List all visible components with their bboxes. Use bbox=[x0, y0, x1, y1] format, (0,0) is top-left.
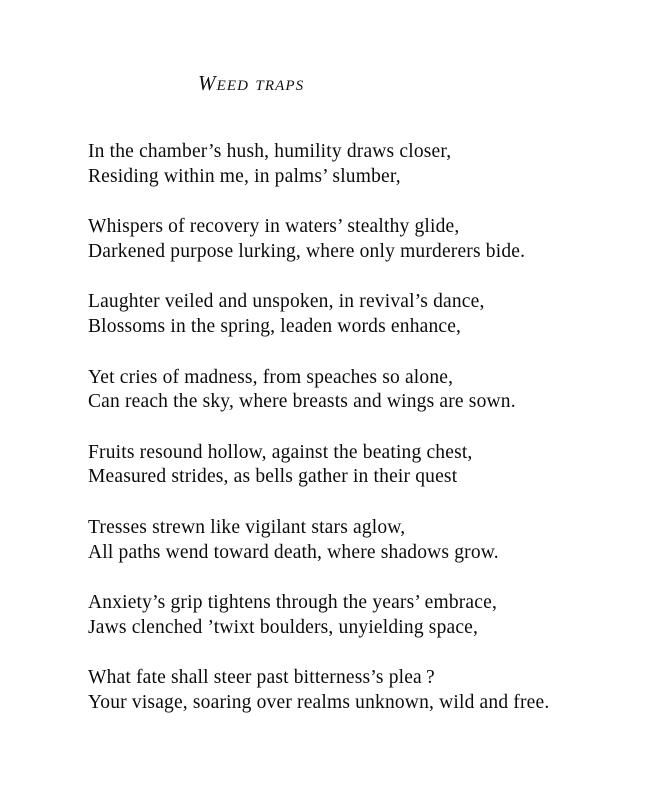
poem-line: Laughter veiled and unspoken, in revival’s dance, bbox=[88, 291, 485, 313]
poem-line: Can reach the sky, where breasts and wings are sown. bbox=[88, 391, 516, 413]
stanza bbox=[88, 591, 628, 640]
poem-line: Darkened purpose lurking, where only murderers bide. bbox=[88, 240, 526, 262]
stanza bbox=[88, 140, 628, 189]
poem-line: Residing within me, in palms’ slumber, bbox=[88, 165, 401, 187]
poem-line: All paths wend toward death, where shadows grow. bbox=[88, 541, 499, 563]
poem-body bbox=[88, 140, 628, 716]
poem-line: Jaws clenched ’twixt boulders, unyielding space, bbox=[88, 616, 479, 638]
stanza bbox=[88, 516, 628, 565]
stanza bbox=[88, 215, 628, 264]
poem-line: Measured strides, as bells gather in their quest bbox=[88, 466, 458, 488]
poem-line: Whispers of recovery in waters’ stealthy glide, bbox=[88, 216, 460, 238]
stanza bbox=[88, 441, 628, 490]
poem-line: Blossoms in the spring, leaden words enhance, bbox=[88, 315, 462, 337]
poem-line: Anxiety’s grip tightens through the years’ embrace, bbox=[88, 592, 497, 614]
stanza bbox=[88, 366, 628, 415]
stanza bbox=[88, 290, 628, 339]
poem-line: Your visage, soaring over realms unknown, wild and free. bbox=[88, 691, 550, 713]
poem-line: What fate shall steer past bitterness’s plea ? bbox=[88, 667, 435, 689]
page-title: Weed traps bbox=[198, 71, 305, 96]
poem-line: In the chamber’s hush, humility draws closer, bbox=[88, 141, 452, 162]
stanza bbox=[88, 666, 628, 715]
poem-line: Tresses strewn like vigilant stars aglow, bbox=[88, 516, 406, 538]
poem-line: Fruits resound hollow, against the beating chest, bbox=[88, 441, 473, 463]
poem-line: Yet cries of madness, from speaches so alone, bbox=[88, 366, 454, 388]
